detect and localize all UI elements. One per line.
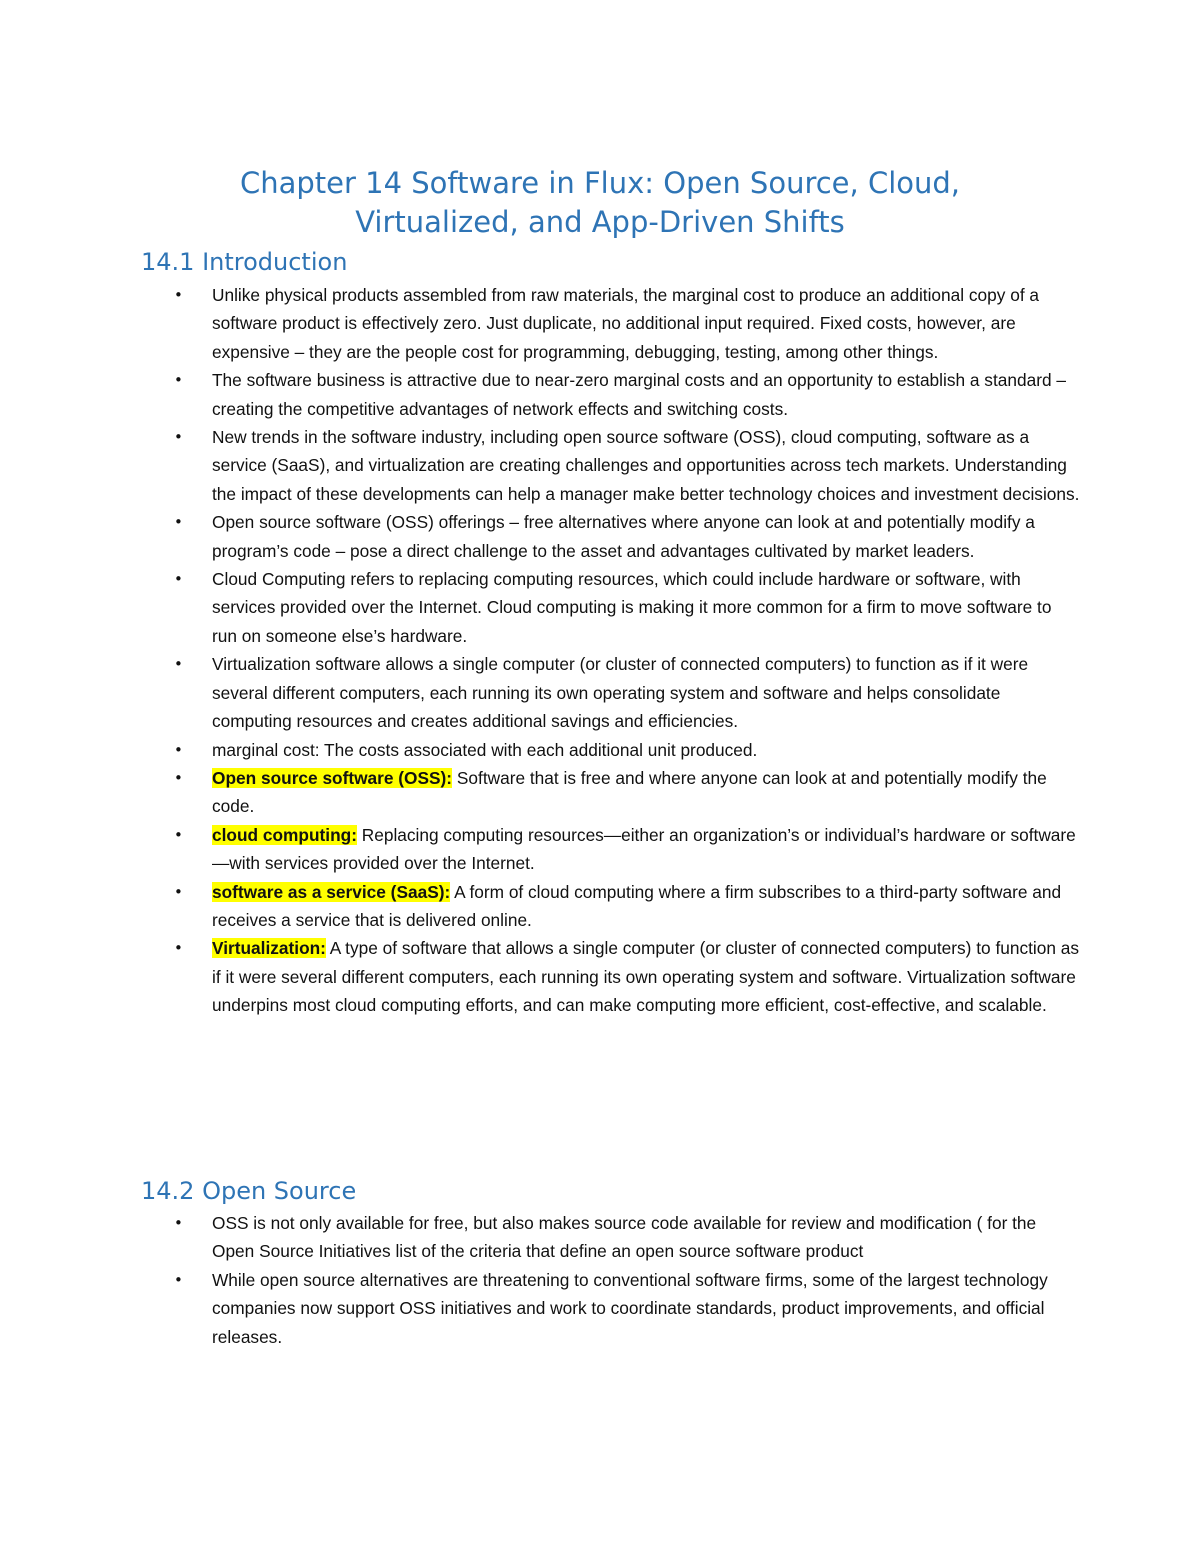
highlighted-term: Virtualization: <box>212 938 326 959</box>
item-text: Replacing computing resources—either an organization’s or individual’s hardware or software—with services provided over the Internet. <box>212 824 1076 874</box>
chapter-title-line-2: Virtualized, and App-Driven Shifts <box>355 205 845 239</box>
list-item <box>140 1209 1080 1266</box>
list-item <box>140 1266 1080 1351</box>
item-text: OSS is not only available for free, but also makes source code available for review and modification ( for the Open Source Initiatives list of the criteria that define an open source software product <box>212 1213 1037 1262</box>
list-item <box>140 764 1080 821</box>
chapter-title-line-1: Chapter 14 Software in Flux: Open Source, Cloud, <box>239 166 961 200</box>
item-text: Unlike physical products assembled from raw materials, the marginal cost to produce an additional copy of a software product is effectively zero. Just duplicate, no additional input required. Fixed costs, however, are expensive – they are the people cost for programming, debugging, testing, among other things. <box>212 285 1040 362</box>
list-item <box>140 821 1080 878</box>
item-text: A type of software that allows a single computer (or cluster of connected computers) to function as if it were several different computers, each running its own operating system and software. Virtualization software underpins most cloud computing efforts, and can make computing more efficient, cost-effective, and scalable. <box>212 938 1080 1016</box>
item-text: marginal cost: The costs associated with each additional unit produced. <box>212 739 758 760</box>
bullet-icon: • <box>174 768 183 787</box>
bullet-icon: • <box>174 570 183 589</box>
list-item <box>140 878 1080 935</box>
bullet-icon: • <box>174 286 183 304</box>
item-text: New trends in the software industry, including open source software (OSS), cloud computing, software as a service (SaaS), and virtualization are creating challenges and opportunities across tech markets. Understanding the impact of these developments can help a manager make better technology choices and investment decisions. <box>212 427 1080 504</box>
item-text: A form of cloud computing where a firm subscribes to a third-party software and receives a service that is delivered online. <box>212 881 1062 930</box>
list-item <box>140 366 1080 423</box>
bullet-icon: • <box>174 371 183 390</box>
bullet-icon: • <box>174 882 183 901</box>
item-text: Open source software (OSS) offerings – free alternatives where anyone can look at and potentially modify a program’s code – pose a direct challenge to the asset and advantages cultivated by market leaders. <box>212 512 1035 561</box>
bullet-icon: • <box>174 1214 183 1232</box>
list-item <box>140 281 1080 366</box>
item-text: Software that is free and where anyone can look at and potentially modify the code. <box>212 767 1047 817</box>
bullet-icon: • <box>174 655 183 674</box>
highlighted-term: Open source software (OSS): <box>212 767 453 788</box>
bullet-icon: • <box>174 1270 183 1289</box>
section-heading-introduction: 14.1 Introduction <box>141 248 348 276</box>
highlighted-term: software as a service (SaaS): <box>212 881 451 902</box>
highlighted-term: cloud computing: <box>212 824 357 845</box>
item-text: The software business is attractive due to near-zero marginal costs and an opportunity to establish a standard – creating the competitive advantages of network effects and switching costs. <box>212 370 1066 419</box>
bullet-icon: • <box>174 740 183 759</box>
list-item <box>140 650 1080 735</box>
list-item <box>140 736 1080 764</box>
item-text: Cloud Computing refers to replacing computing resources, which could include hardware or software, with services provided over the Internet. Cloud computing is making it more common for a firm to move software to run on someone else’s hardware. <box>212 569 1052 646</box>
item-text: While open source alternatives are threatening to conventional software firms, some of the largest technology companies now support OSS initiatives and work to coordinate standards, product improvements, and official releases. <box>212 1269 1048 1347</box>
list-item <box>140 565 1080 650</box>
bullet-icon: • <box>174 825 183 844</box>
section-heading-open-source: 14.2 Open Source <box>141 1177 357 1205</box>
bullet-icon: • <box>174 939 183 958</box>
bullet-icon: • <box>174 428 183 447</box>
list-item <box>140 934 1080 1019</box>
chapter-title <box>140 164 1060 242</box>
item-text: Virtualization software allows a single computer (or cluster of connected computers) to function as if it were several different computers, each running its own operating system and software and helps consolidate computing resources and creates additional savings and efficiencies. <box>212 654 1029 732</box>
list-item <box>140 423 1080 508</box>
introduction-bullet-list <box>140 281 1080 1020</box>
bullet-icon: • <box>174 513 183 532</box>
open-source-bullet-list <box>140 1209 1080 1351</box>
list-item <box>140 508 1080 565</box>
